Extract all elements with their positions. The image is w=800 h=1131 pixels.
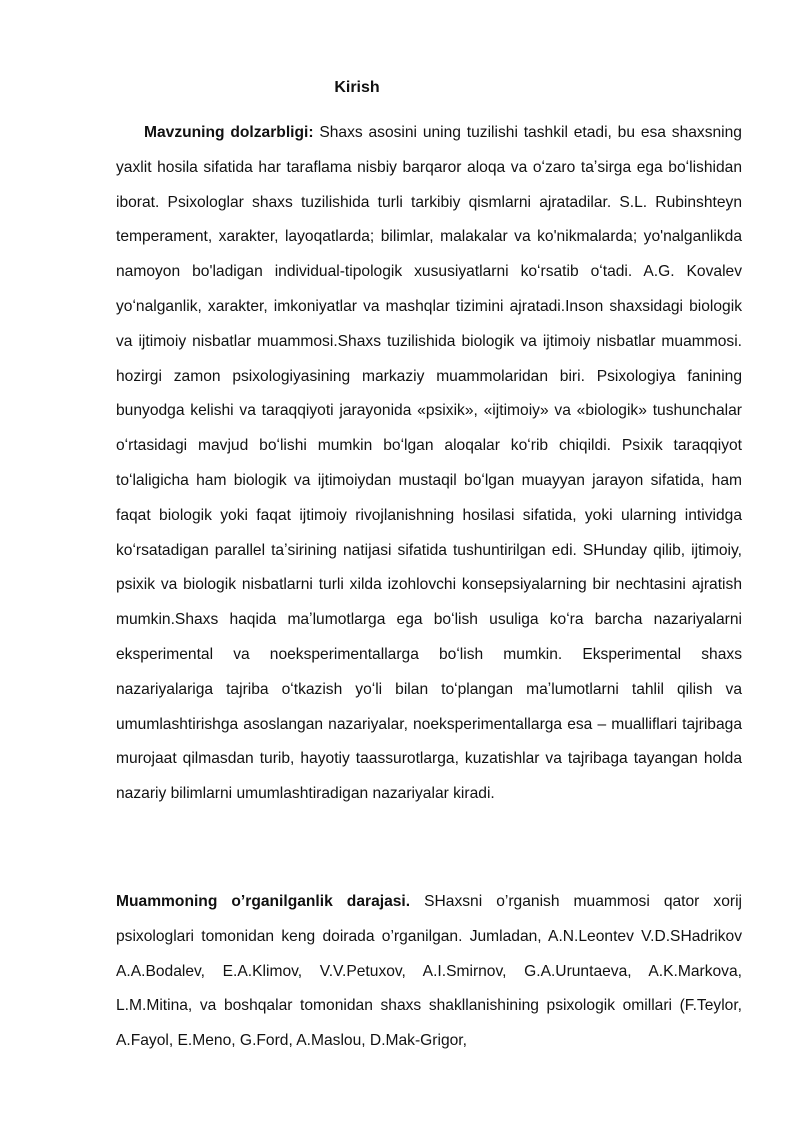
page-title: Kirish	[334, 79, 380, 96]
paragraph-study-level	[116, 885, 742, 1059]
section-heading-relevance: Mavzuning dolzarbligi:	[144, 124, 314, 141]
paragraph-relevance	[116, 116, 742, 812]
paragraph-study-level-text: SHaxsni o’rganish muammosi qator xorij psixologlari tomonidan keng doirada o’rganilgan. Jumladan, A.N.Leontev V.D.SHadrikov A.A.Bodalev, E.A.Klimov, V.V.Petuxov, A.I.Smirnov, G.A.Uruntaeva, A.K.Markova, L.M.Mitina, va boshqalar tomonidan shaxs shakllanishining psixologik omillari (F.Teylor, A.Fayol, E.Meno, G.Ford, A.Maslou, D.Mak-Grigor,	[116, 893, 742, 1050]
paragraph-relevance-text: Shaxs asosini uning tuzilishi tashkil etadi, bu esa shaxsning yaxlit hosila sifatida har taraflama nisbiy barqaror aloqa va oʻzaro taʼsirga ega boʻlishidan iborat. Psixologlar shaxs tuzilishida turli tarkibiy qismlarni ajratadilar. S.L. Rubinshteyn temperament, xarakter, layoqatlarda; bilimlar, malakalar va ko'nikmalarda; yo'nalganlikda namoyon bo'ladigan individual-tipologik xususiyatlarni koʻrsatib oʻtadi. A.G. Kovalev yoʻnalganlik, xarakter, imkoniyatlar va mashqlar tizimini ajratadi.Inson shaxsidagi biologik va ijtimoiy nisbatlar muammosi.Shaxs tuzilishida biologik va ijtimoiy nisbatlar muammosi. hozirgi zamon psixologiyasining markaziy muammolaridan biri. Psixologiya fanining bunyodga kelishi va taraqqiyoti jarayonida «psixik», «ijtimoiy» va «biologik» tushunchalar oʻrtasidagi mavjud boʻlishi mumkin boʻlgan aloqalar koʻrib chiqildi. Psixik taraqqiyot toʻlaligicha ham biologik va ijtimoiydan mustaqil boʻlgan muayyan jarayon sifatida, ham faqat biologik yoki faqat ijtimoiy rivojlanishning hosilasi sifatida, yoki ularning intividga koʻrsatadigan parallel taʼsirining natijasi sifatida tushuntirilgan edi. SHunday qilib, ijtimoiy, psixik va biologik nisbatlarni turli xilda izohlovchi konsepsiyalarning bir nechtasini ajratish mumkin.Shaxs haqida maʼlumotlarga ega boʻlish usuliga koʻra barcha nazariyalarni eksperimental va noeksperimentallarga boʻlish mumkin. Eksperimental shaxs nazariyalariga tajriba oʻtkazish yoʻli bilan toʻplangan maʼlumotlarni tahlil qilish va umumlashtirishga asoslangan nazariyalar, noeksperimentallarga esa – mualliflari tajribaga murojaat qilmasdan turib, hayotiy taassurotlarga, kuzatishlar va tajribaga tayangan holda nazariy bilimlarni umumlashtiradigan nazariyalar kiradi.	[116, 124, 742, 803]
section-heading-study-level: Muammoning o’rganilganlik darajasi.	[116, 893, 411, 910]
